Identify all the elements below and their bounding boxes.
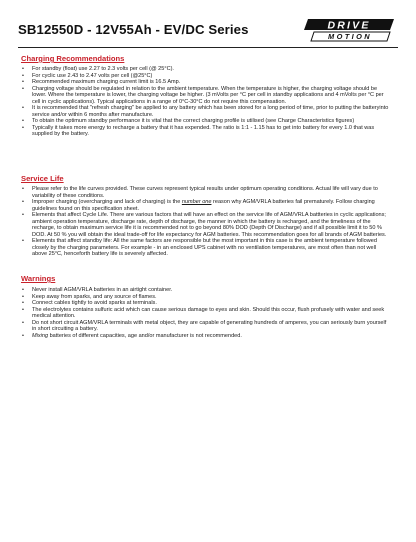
list-item: • Charging voltage should be regulated in relation to the ambient temperature. When the temperature is higher, the charging voltage should be lower. Where the temperature is lower, the charging voltage be higher. (3 mVolts per °C per cell in standby applications and 4 mVolts per °C per cell in cyclic applications). Typical applications in a range of 0°C-30°C do not require this compensation. <box>22 85 384 105</box>
logo-bottom-text: MOTION <box>328 32 372 42</box>
list-item: • Connect cables tightly to avoid sparks at terminals. <box>22 300 157 307</box>
bullet-icon: • <box>22 186 24 192</box>
bullet-icon: • <box>22 199 24 206</box>
bullet-icon: • <box>22 118 24 125</box>
list-item: • It is recommended that "refresh charging" be applied to any battery which has been stored for a long period of time, prior to putting the batteryinto service and/or within 6 months after manufacture. <box>22 105 389 118</box>
list-item: • Please refer to the life curves provided. These curves represent typical results under optimum operating conditions. Actual life will vary due to variability of these conditions. <box>22 186 378 199</box>
bullet-icon: • <box>22 287 24 293</box>
bullet-icon: • <box>22 332 24 339</box>
bullet-icon: • <box>22 319 24 326</box>
list-item: • The electrolytes contains sulfuric acid which can cause serious damage to eyes and skin. Should this occur, flush profusely with water and seek medical attention. <box>22 306 385 320</box>
charging-list <box>22 66 392 138</box>
list-item: • For cyclic use 2.43 to 2.47 volts per cell (@25°C) <box>22 72 153 79</box>
list-item: • Keep away from sparks, and any source of flames. <box>22 293 157 300</box>
list-item: • Never install AGM/VRLA batteries in an airtight container. <box>22 287 173 293</box>
service-list <box>22 186 392 258</box>
emphasis-text: Mixing <box>32 332 49 339</box>
list-item: • To obtain the optimum standby performance it is vital that the correct charging profile is utilised (see Charge Characteristics figures) <box>22 118 355 125</box>
bullet-icon: • <box>22 79 24 86</box>
bullet-icon: • <box>22 212 24 219</box>
emphasis-text: number one <box>181 199 212 206</box>
warnings-list <box>22 287 392 339</box>
bullet-icon: • <box>22 293 24 300</box>
bullet-icon: • <box>22 72 24 79</box>
list-item: • Recommended maximum charging current limit is 16.5 Amp. <box>22 79 181 86</box>
bullet-icon: • <box>22 85 24 92</box>
bullet-icon: • <box>22 300 24 307</box>
logo-top-text: DRIVE <box>327 19 371 32</box>
bullet-icon: • <box>22 306 24 313</box>
drive-motion-logo <box>302 16 398 44</box>
service-section-title: Service Life <box>21 174 64 183</box>
list-item: • Improper charging (overcharging and lack of charging) is the number one reason why AGM/VRLA batteries fail prematurely. Follow charging guidelines found on this specification sheet. <box>22 199 375 212</box>
charging-section-title: Charging Recommendations <box>21 54 125 63</box>
bullet-icon: • <box>22 66 24 72</box>
bullet-icon: • <box>22 124 24 131</box>
document-title: SB12550D - 12V55Ah - EV/DC Series <box>18 22 249 37</box>
list-item: • Do not short circuit AGM/VRLA terminals with metal object, they are capable of generating hundreds of amperes, you can seriously burn yourself in short circuiting a battery. <box>22 319 387 333</box>
bullet-icon: • <box>22 105 24 112</box>
warnings-section-title: Warnings <box>21 274 56 283</box>
page-header <box>18 19 398 44</box>
list-item: • Elements that affect standby life: All the same factors are responsible but the most important in this case is the ambient temperature followed closely by the charging parameters. For example - in an enclosed UPS cabinet with no ventilation temperatures, are most often than not well above 25°C, henceforth battery life is severely affected. <box>22 238 377 258</box>
header-divider <box>18 47 398 48</box>
list-item: • Elements that affect Cycle Life. There are various factors that will have an effect on the service life of AGM/VRLA battteries in cyclic applications; ambient operation temperature, discharge rate, depth of discharge, the manner in which the battery is recharged, and the timeliness of the recharge, to obtain maximum service life it is recommended not to go beyond 80% DOD (Depth Of Discharge) and if all possible limit it to 50 % DOD. At 50 % you will obtain the ideal trade-off for life expectancy for AGM batteries. This recommendation goes for all brands of AGM batteries. <box>22 212 387 238</box>
list-item: • Mixing batteries of different capacities, age and/or manufacturer is not recommended. <box>22 332 242 339</box>
bullet-icon: • <box>22 238 24 245</box>
list-item: • For standby (float) use 2.27 to 2.3 volts per cell (@ 25°C). <box>22 66 174 72</box>
list-item: • Typically it takes more energy to recharge a battery that it has expended. The ratio is 1:1 - 1.15 has to get into battery for every 1.0 that was supplied by the battery. <box>22 124 375 138</box>
